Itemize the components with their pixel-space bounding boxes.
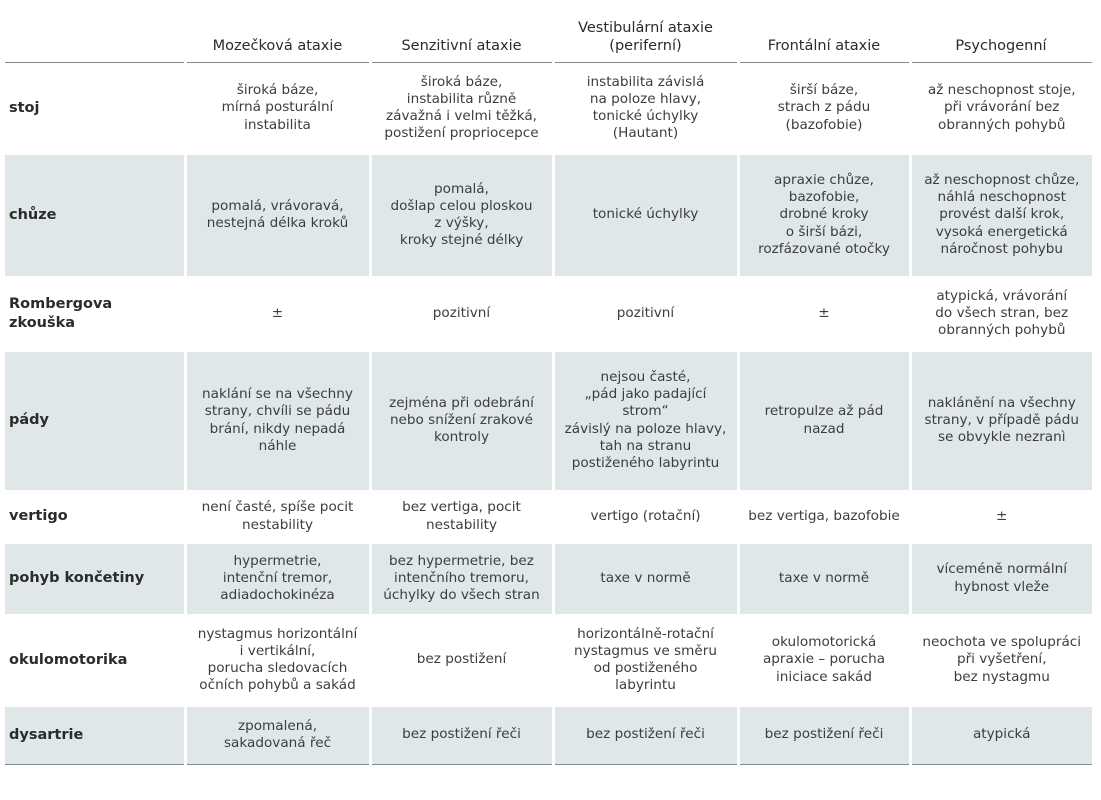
table-cell: bez postižení řeči <box>738 706 910 764</box>
table-row-chuze <box>5 154 1092 276</box>
row-label-okulomotorika: okulomotorika <box>5 614 185 706</box>
table-cell: víceméně normální hybnost vleže <box>910 543 1092 614</box>
table-cell: není časté, spíše pocit nestability <box>185 490 370 543</box>
header-vestibularni-ataxie: Vestibulární ataxie (periferní) <box>553 0 738 62</box>
table-cell: tonické úchylky <box>553 154 738 276</box>
table-cell: hypermetrie, intenční tremor, adiadochokinéza <box>185 543 370 614</box>
table-cell: nystagmus horizontální i vertikální, porucha sledovacích očních pohybů a sakád <box>185 614 370 706</box>
header-senzitivni-ataxie: Senzitivní ataxie <box>370 0 553 62</box>
row-label-vertigo: vertigo <box>5 490 185 543</box>
table-cell: atypická <box>910 706 1092 764</box>
header-psychogenni: Psychogenní <box>910 0 1092 62</box>
table-cell: atypická, vrávorání do všech stran, bez obranných pohybů <box>910 276 1092 351</box>
table-row-pohyb-konceti <box>5 543 1092 614</box>
table-row-rombergova-zkouska <box>5 276 1092 351</box>
table-cell: bez postižení řeči <box>370 706 553 764</box>
row-label-stoj: stoj <box>5 62 185 154</box>
table-row-vertigo <box>5 490 1092 543</box>
table-cell: širší báze, strach z pádu (bazofobie) <box>738 62 910 154</box>
row-label-chuze: chůze <box>5 154 185 276</box>
table-cell: vertigo (rotační) <box>553 490 738 543</box>
table-row-okulomotorika <box>5 614 1092 706</box>
row-label-pady: pády <box>5 351 185 490</box>
table-cell: instabilita závislá na poloze hlavy, tonické úchylky (Hautant) <box>553 62 738 154</box>
table-cell: ± <box>738 276 910 351</box>
table-cell: široká báze, instabilita různě závažná i velmi těžká, postižení propriocepce <box>370 62 553 154</box>
table-cell: bez vertiga, bazofobie <box>738 490 910 543</box>
table-cell: až neschopnost chůze, náhlá neschopnost provést další krok, vysoká energetická náročnost pohybu <box>910 154 1092 276</box>
table-cell: naklání se na všechny strany, chvíli se pádu brání, nikdy nepadá náhle <box>185 351 370 490</box>
table-cell: pozitivní <box>553 276 738 351</box>
header-frontalni-ataxie: Frontální ataxie <box>738 0 910 62</box>
table-row-dysartrie <box>5 706 1092 764</box>
table-cell: pomalá, vrávoravá, nestejná délka kroků <box>185 154 370 276</box>
table-cell: neochota ve spolupráci při vyšetření, bez nystagmu <box>910 614 1092 706</box>
table-cell: zpomalená, sakadovaná řeč <box>185 706 370 764</box>
table-cell: okulomotorická apraxie – porucha iniciace sakád <box>738 614 910 706</box>
table-cell: horizontálně-rotační nystagmus ve směru od postiženého labyrintu <box>553 614 738 706</box>
table-cell: naklánění na všechny strany, v případě pádu se obvykle nezranì <box>910 351 1092 490</box>
table-cell: pomalá, došlap celou ploskou z výšky, kroky stejné délky <box>370 154 553 276</box>
table-cell: taxe v normě <box>738 543 910 614</box>
table-cell: ± <box>185 276 370 351</box>
table-cell: nejsou časté, „pád jako padající strom“ závislý na poloze hlavy, tah na stranu postiženého labyrintu <box>553 351 738 490</box>
table-cell: zejména při odebrání nebo snížení zrakové kontroly <box>370 351 553 490</box>
table-cell: apraxie chůze, bazofobie, drobné kroky o širší bázi, rozfázované otočky <box>738 154 910 276</box>
table-cell: taxe v normě <box>553 543 738 614</box>
header-mozeckova-ataxie: Mozečková ataxie <box>185 0 370 62</box>
table-cell: bez postižení <box>370 614 553 706</box>
ataxia-comparison-table <box>5 0 1092 765</box>
table-cell: ± <box>910 490 1092 543</box>
row-label-pohyb-konceti: pohyb končetiny <box>5 543 185 614</box>
row-label-dysartrie: dysartrie <box>5 706 185 764</box>
table-cell: pozitivní <box>370 276 553 351</box>
table-cell: retropulze až pád nazad <box>738 351 910 490</box>
table-cell: bez postižení řeči <box>553 706 738 764</box>
table-cell: bez vertiga, pocit nestability <box>370 490 553 543</box>
table-row-pady <box>5 351 1092 490</box>
table-header-row <box>5 0 1092 62</box>
header-corner <box>5 0 185 62</box>
row-label-rombergova-zkouska: Rombergova zkouška <box>5 276 185 351</box>
table-cell: až neschopnost stoje, při vrávorání bez obranných pohybů <box>910 62 1092 154</box>
comparison-table-container <box>5 0 1092 765</box>
table-cell: široká báze, mírná posturální instabilita <box>185 62 370 154</box>
table-cell: bez hypermetrie, bez intenčního tremoru, úchylky do všech stran <box>370 543 553 614</box>
table-row-stoj <box>5 62 1092 154</box>
